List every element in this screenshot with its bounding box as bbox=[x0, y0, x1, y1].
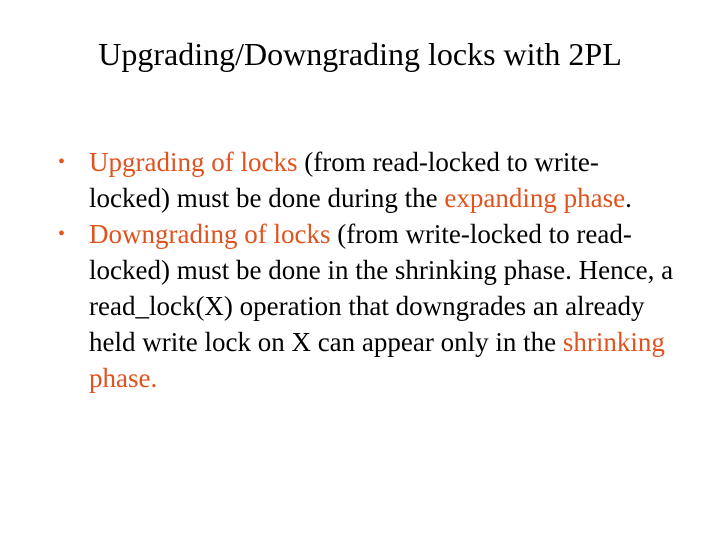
term-shrinking-phase: shrinking phase. bbox=[89, 327, 665, 393]
bullet-icon: • bbox=[58, 151, 66, 173]
bullet-icon: • bbox=[58, 223, 66, 245]
term-expanding-phase: expanding phase bbox=[444, 183, 626, 213]
bullet-text-end: . bbox=[625, 183, 632, 213]
bullet-text: (from read-locked to write-locked) must be done during the bbox=[89, 147, 599, 213]
slide-title: Upgrading/Downgrading locks with 2PL bbox=[98, 36, 622, 72]
term-upgrading: Upgrading of locks bbox=[89, 147, 298, 177]
bullet-upgrading bbox=[58, 144, 678, 216]
bullet-list bbox=[58, 144, 678, 396]
bullet-downgrading bbox=[58, 216, 678, 396]
term-downgrading: Downgrading of locks bbox=[89, 219, 331, 249]
bullet-text: (from write-locked to read-locked) must be done in the shrinking phase. Hence, a read_lock(X) operation that downgrades an already held write lock on X can appear only in the bbox=[89, 219, 674, 357]
